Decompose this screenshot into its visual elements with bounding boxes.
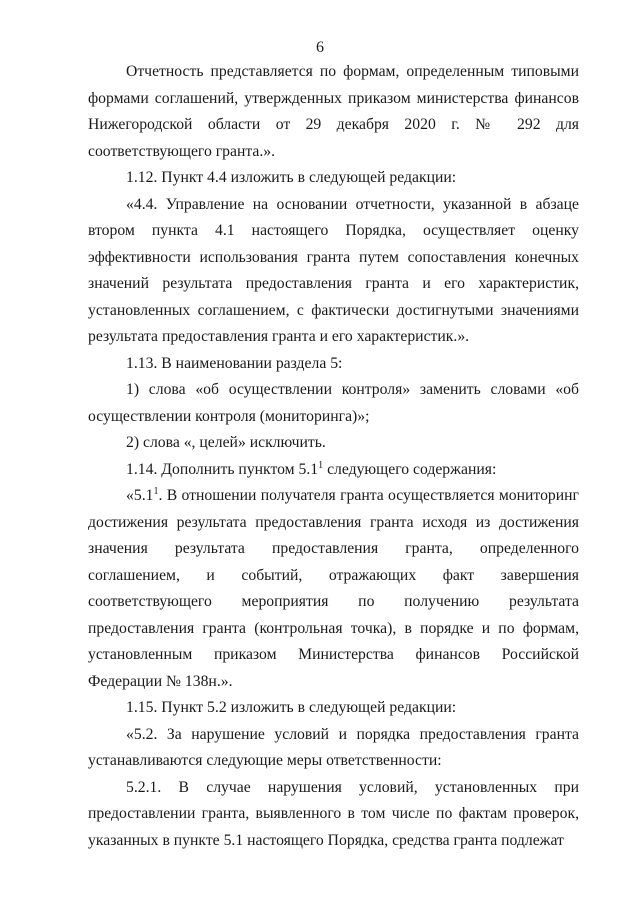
paragraph-5-1-1-after: . В отношении получателя гранта осуществляется мониторинг достижения результата предоставления гранта исходя из достижения значения результата предоставления гранта, определенного соглашением, и событий, отражающих факт завершения соответствующего мероприятия по получению результата предоставления гранта (контрольная точка), в порядке и по формам, установленным приказом Министерства финансов Российской Федерации № 138н.». (88, 487, 579, 690)
paragraph-1-14-after: следующего содержания: (323, 460, 497, 478)
paragraph-1-14 (88, 457, 579, 484)
paragraph-1-15: 1.15. Пункт 5.2 изложить в следующей редакции: (126, 699, 457, 716)
paragraph-1-14-superscript: 1 (318, 459, 324, 471)
paragraph-5-2-1: 5.2.1. В случае нарушения условий, установленных при предоставлении гранта, выявленного в том числе по фактам проверок, указанных в пункте 5.1 настоящего Порядка, средства гранта подлежат (88, 778, 579, 849)
paragraph-5-1-1-superscript: 1 (153, 485, 159, 497)
paragraph-1-13-item-1: 1) слова «об осуществлении контроля» заменить словами «об осуществлении контроля (мониторинга)»; (88, 381, 579, 425)
paragraph-5-1-1 (88, 483, 579, 695)
paragraph-reporting-forms: Отчетность представляется по формам, определенным типовыми формами соглашений, утвержденных приказом министерства финансов Нижегородской области от 29 декабря 2020 г. № 292 для соответствующего гранта.». (88, 63, 579, 160)
paragraph-5-1-1-before: «5.1 (126, 487, 154, 504)
paragraph-1-13-item-2: 2) слова «, целей» исключить. (126, 434, 326, 451)
paragraph-4-4: «4.4. Управление на основании отчетности, указанной в абзаце втором пункта 4.1 настоящего Порядка, осуществляет оценку эффективности использования гранта путем сопоставления конечных значений результата предоставления гранта и его характеристик, установленных соглашением, с фактически достигнутыми значениями результата предоставления гранта и его характеристик.». (88, 195, 579, 345)
page-number: 6 (316, 39, 324, 56)
paragraph-1-14-before: 1.14. Дополнить пунктом 5.1 (126, 460, 319, 478)
paragraph-5-2: «5.2. За нарушение условий и порядка предоставления гранта устанавливаются следующие меры ответственности: (88, 725, 579, 769)
document-body (88, 59, 579, 854)
paragraph-1-12: 1.12. Пункт 4.4 изложить в следующей редакции: (126, 169, 457, 186)
paragraph-1-13: 1.13. В наименовании раздела 5: (126, 354, 343, 372)
